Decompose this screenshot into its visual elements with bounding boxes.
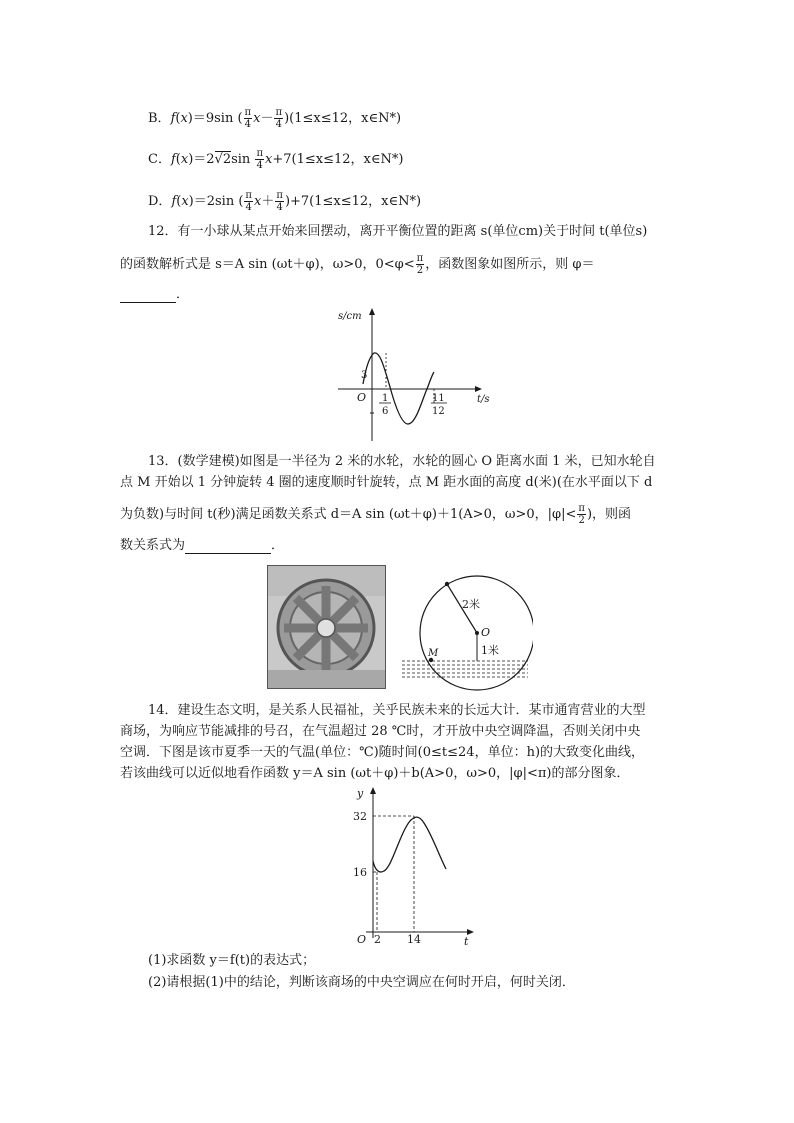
frac-pi-4: $\frac{\pi}{4}$ [245, 190, 252, 213]
center-label: O [481, 626, 491, 639]
q14-sub1: (1)求函数 y＝f(t)的表达式； [148, 953, 316, 968]
x-tick-1-den: 6 [382, 406, 389, 417]
frac-pi-2: $\frac{\pi}{2}$ [578, 503, 585, 526]
q12-line3: ． [120, 287, 189, 303]
y-axis-arrow [369, 308, 375, 315]
q14-sub2: (2)请根据(1)中的结论，判断该商场的中央空调应在何时开启，何时关闭． [148, 975, 575, 990]
waterwheel-photo [267, 565, 386, 689]
y-tick-16: 16 [353, 866, 367, 879]
temperature-curve [373, 817, 446, 872]
y-tick-label: 3 [361, 370, 368, 381]
point-m-label: M [428, 648, 439, 659]
q14-line3: 空调．下图是该市夏季一天的气温(单位：℃)随时间(0≤t≤24，单位：h)的大致变化曲线， [120, 745, 645, 760]
x-tick-2-den: 12 [432, 406, 445, 417]
q12-graph [330, 305, 490, 445]
frac-pi-2: $\frac{\pi}{2}$ [416, 253, 424, 276]
option-b: B．f(x)＝9sin ( $\frac{\pi}{4}$ x－ $\frac{\pi}{4}$ )(1≤x≤12，x∈N*) [148, 107, 402, 130]
x-tick-14: 14 [407, 933, 421, 945]
option-d-label: D． [148, 194, 172, 209]
option-c-label: C． [148, 152, 171, 167]
x-axis-label: t/s [477, 394, 490, 405]
x-tick-1-num: 1 [382, 393, 389, 404]
q13-line1: 13．(数学建模)如图是一半径为 2 米的水轮，水轮的圆心 O 距离水面 1 米，已知水轮自 [148, 454, 656, 469]
x-tick-2: 2 [374, 933, 381, 945]
q14-line1: 14．建设生态文明，是关系人民福祉，关乎民族未来的长远大计．某市通宵营业的大型 [148, 703, 646, 718]
waterwheel-diagram [398, 556, 533, 694]
frac-pi-4: $\frac{\pi}{4}$ [275, 107, 283, 130]
depth-label: 1米 [481, 644, 499, 657]
y-tick-32: 32 [353, 810, 367, 823]
option-d: D．f(x)＝2sin ( $\frac{\pi}{4}$ x＋ $\frac{\pi}{4}$ )+7(1≤x≤12，x∈N*) [148, 190, 422, 213]
y-axis-label: y [357, 787, 364, 800]
answer-blank[interactable] [185, 539, 271, 554]
y-axis-label: s/cm [338, 311, 362, 322]
origin-label: O [357, 391, 367, 404]
frac-pi-4: $\frac{\pi}{4}$ [244, 107, 252, 130]
answer-blank[interactable] [120, 288, 176, 303]
y-axis-arrow [370, 787, 376, 794]
option-d-text: +7(1≤x≤12，x∈N*) [290, 194, 422, 209]
radius-label: 2米 [462, 598, 480, 611]
x-axis-arrow [475, 386, 482, 392]
option-b-text: (1≤x≤12，x∈N*) [289, 111, 402, 126]
water-surface [402, 661, 528, 677]
q13-line2: 点 M 开始以 1 分钟旋转 4 圈的速度顺时针旋转，点 M 距水面的高度 d(米)(在水平面以下 d [120, 475, 653, 490]
frac-pi-4: $\frac{\pi}{4}$ [276, 190, 283, 213]
x-tick-2-num: 11 [432, 393, 445, 404]
option-c: C．f(x)＝2√2sin $\frac{\pi}{4}$ x+7(1≤x≤12，x∈N*) [148, 148, 404, 171]
q12-line1: 12．有一小球从某点开始来回摆动，离开平衡位置的距离 s(单位cm)关于时间 t(单位s) [148, 224, 648, 239]
q14-graph [348, 783, 478, 945]
frac-pi-4: $\frac{\pi}{4}$ [256, 148, 264, 171]
q13-line4: 数关系式为 ． [120, 538, 285, 553]
origin-label: O [357, 933, 367, 945]
q13-line3: 为负数)与时间 t(秒)满足函数关系式 d＝A sin (ωt＋φ)＋1(A>0，ω>0，|φ|< $\frac{\pi}{2}$ )，则函 [120, 503, 632, 526]
x-axis-label: t [464, 935, 469, 945]
q14-line2: 商场，为响应节能减排的号召，在气温超过 28 ℃时，才开放中央空调降温，否则关闭中央 [120, 724, 641, 739]
q14-line4: 若该曲线可以近似地看作函数 y＝A sin (ωt＋φ)＋b(A>0，ω>0，|φ|<π)的部分图象． [120, 766, 630, 781]
q12-line2: 的函数解析式是 s＝A sin (ωt＋φ)，ω>0，0<φ< $\frac{\pi}{2}$ ，函数图象如图所示，则 φ＝ [120, 253, 595, 276]
option-c-text: +7(1≤x≤12，x∈N*) [272, 152, 404, 167]
option-b-label: B． [148, 111, 171, 126]
rim-point [445, 582, 449, 586]
